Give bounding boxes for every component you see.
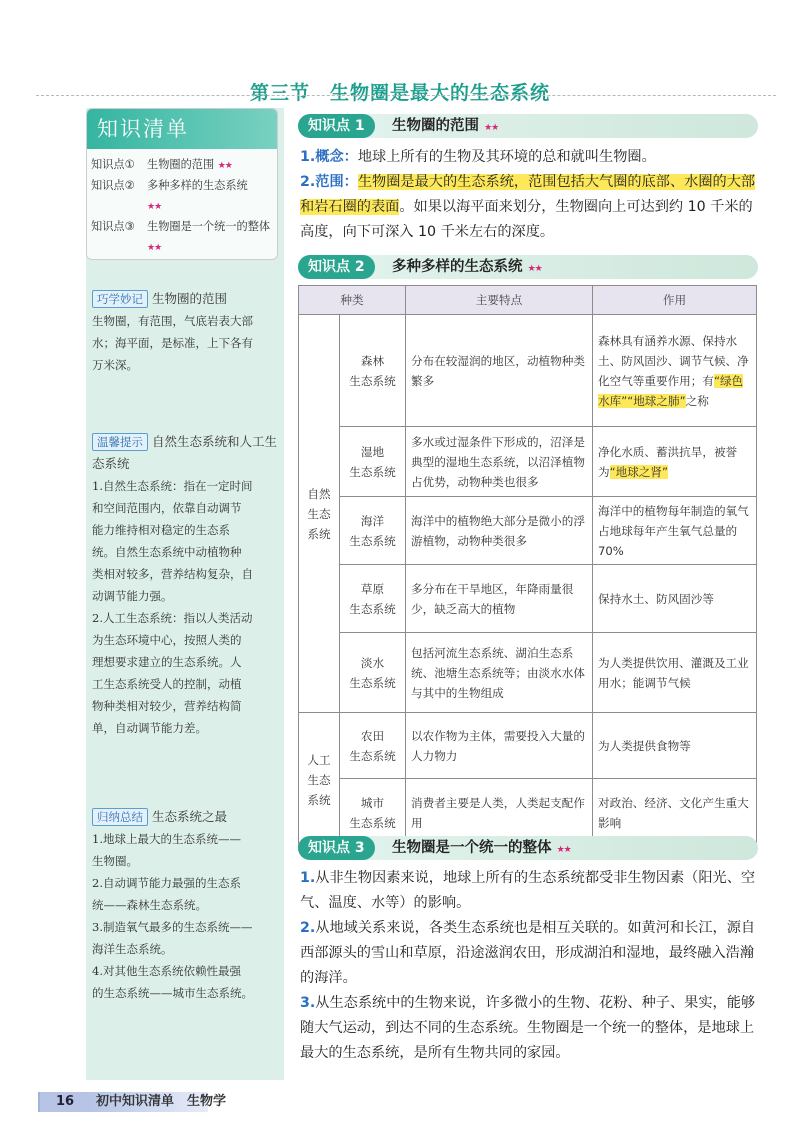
highlighted-text: 生物圈是最大的生态系统，范围包括大气圈的底部、水圈的 <box>357 174 727 190</box>
table-row <box>299 713 757 779</box>
role-cell: 为人类提供饮用、灌溉及工业用水；能调节气候 <box>593 633 757 713</box>
feature-cell: 消费者主要是人类，人类起支配作用 <box>406 779 593 847</box>
section-pill: 知识点 1 <box>298 114 375 138</box>
paragraph-number: 2.范围： <box>300 174 358 190</box>
table-row <box>299 633 757 713</box>
tip-title: 自然生态系统和人工生态系统 <box>92 434 278 471</box>
section-pill: 知识点 3 <box>298 836 375 860</box>
highlighted-text: “地球之肾” <box>609 464 668 479</box>
knowledge-list <box>87 149 277 258</box>
highlighted-text: 大部和岩石圈的表面 <box>300 174 756 215</box>
table-row <box>299 497 757 565</box>
tip-line: 和空间范围内，依靠自动调节 <box>92 501 242 515</box>
page-number: 16 <box>40 1092 90 1112</box>
star-rating: ★★ <box>484 123 499 133</box>
feature-cell: 包括河流生态系统、湖泊生态系统、池塘生态系统等；由淡水水体与其中的生物组成 <box>406 633 593 713</box>
tip-line: 单，自动调节能力差。 <box>92 721 207 735</box>
knowledge-list-item <box>91 176 271 217</box>
role-cell: 保持水土、防风固沙等 <box>593 565 757 633</box>
tip-title: 生物圈的范围 <box>152 291 228 306</box>
highlighted-text: “绿色水库”“地球之肺” <box>598 373 744 408</box>
star-rating: ★★ <box>556 845 571 855</box>
section3-content <box>300 866 760 1066</box>
type-cell: 湿地 生态系统 <box>340 427 406 497</box>
column-header: 种类 <box>299 286 406 315</box>
feature-cell: 分布在较湿润的地区，动植物种类繁多 <box>406 315 593 427</box>
tip-line: 能力维持相对稳定的生态系 <box>92 523 230 537</box>
tip-line: 2.人工生态系统：指以人类活动 <box>92 611 253 625</box>
role-cell: 为人类提供食物等 <box>593 713 757 779</box>
tip-line: 生物圈，有范围，气底岩表大部 <box>92 314 253 328</box>
knowledge-list-box <box>86 108 278 260</box>
paragraph-text: 从地域关系来说，各类生态系统也是相互关联的。如黄河和长江，源自西部源头的雪山和草原，沿途滋润农田，形成湖泊和湿地，最终融入浩瀚的海洋。 <box>300 920 756 986</box>
tip-line: 1.自然生态系统：指在一定时间 <box>92 479 253 493</box>
tip-reminder <box>92 431 278 739</box>
paragraph-number: 1. <box>300 870 316 886</box>
knowledge-point-text: 生物圈的范围 <box>147 158 215 171</box>
section-title <box>392 114 498 140</box>
tip-line: 2.自动调节能力最强的生态系 <box>92 876 241 890</box>
list-item <box>300 866 760 916</box>
star-rating: ★★ <box>147 243 162 253</box>
feature-cell: 以农作物为主体，需要投入大量的人力物力 <box>406 713 593 779</box>
paragraph-text: 。如果以海平面来划分，生物圈向上可达到约 10 千米的高度，向下可深入 10 千米左右的深度。 <box>300 199 753 240</box>
role-cell: 对政治、经济、文化产生重大影响 <box>593 779 757 847</box>
role-text: 净化水质、蓄洪抗旱，被誉为 <box>598 444 738 479</box>
role-text: 之称 <box>685 393 709 408</box>
tip-line: 类相对较多，营养结构复杂，自 <box>92 567 253 581</box>
tip-title: 生态系统之最 <box>152 809 228 824</box>
type-cell: 草原 生态系统 <box>340 565 406 633</box>
list-item <box>300 916 760 991</box>
section1-content <box>300 145 760 245</box>
table-header-row <box>299 286 757 315</box>
paragraph-number: 2. <box>300 920 316 936</box>
category-cell: 自然 生态 系统 <box>299 315 340 713</box>
tip-line: 3.制造氧气最多的生态系统—— <box>92 920 253 934</box>
role-text: 森林具有涵养水源、保持水土、防风固沙、调节气候、净化空气等重要作用；有 <box>598 333 749 388</box>
title-divider <box>36 95 776 96</box>
feature-cell: 多分布在干旱地区，年降雨量很少，缺乏高大的植物 <box>406 565 593 633</box>
book-title: 初中知识清单 生物学 <box>96 1094 227 1109</box>
tip-line: 的生态系统——城市生态系统。 <box>92 986 253 1000</box>
tip-tag: 归纳总结 <box>92 808 148 826</box>
tip-line: 万米深。 <box>92 358 138 372</box>
tip-line: 统——森林生态系统。 <box>92 898 207 912</box>
tip-memory-trick <box>92 288 278 376</box>
tip-line: 动调节能力强。 <box>92 589 173 603</box>
type-cell: 城市 生态系统 <box>340 779 406 847</box>
knowledge-point-text: 多种多样的生态系统 <box>147 179 248 192</box>
table-row <box>299 315 757 427</box>
ecosystem-table <box>298 285 757 847</box>
section-label: 多种多样的生态系统 <box>392 259 523 275</box>
knowledge-point-text: 生物圈是一个统一的整体 <box>147 220 271 233</box>
scope-paragraph <box>300 170 760 245</box>
list-item <box>300 991 760 1066</box>
tip-summary <box>92 806 278 1004</box>
knowledge-list-item <box>91 155 271 176</box>
star-rating: ★★ <box>217 161 232 171</box>
knowledge-list-heading: 知识清单 <box>87 109 277 149</box>
tip-line: 为生态环境中心，按照人类的 <box>92 633 242 647</box>
table-row <box>299 565 757 633</box>
knowledge-point-number: 知识点② <box>91 179 135 192</box>
role-cell <box>593 427 757 497</box>
tip-tag: 温馨提示 <box>92 433 148 451</box>
paragraph-text: 从生态系统中的生物来说，许多微小的生物、花粉、种子、果实，能够随大气运动，到达不同的生态系统。生物圈是一个统一的整体，是地球上最大的生态系统，是所有生物共同的家园。 <box>300 995 756 1061</box>
tip-line: 统。自然生态系统中动植物种 <box>92 545 242 559</box>
section-pill: 知识点 2 <box>298 255 375 279</box>
tip-line: 工生态系统受人的控制，动植 <box>92 677 242 691</box>
page-title: 第三节 生物圈是最大的生态系统 <box>249 82 550 104</box>
tip-line: 4.对其他生态系统依赖性最强 <box>92 964 241 978</box>
section-label: 生物圈是一个统一的整体 <box>392 840 552 856</box>
role-cell: 海洋中的植物每年制造的氧气占地球每年产生氧气总量的 70% <box>593 497 757 565</box>
section-title <box>392 255 542 281</box>
tip-tag: 巧学妙记 <box>92 290 148 308</box>
paragraph-text: 地球上所有的生物及其环境的总和就叫生物圈。 <box>357 149 656 165</box>
knowledge-point-number: 知识点③ <box>91 220 135 233</box>
column-header: 主要特点 <box>406 286 593 315</box>
knowledge-list-item <box>91 217 271 258</box>
tip-line: 物种类相对较少，营养结构简 <box>92 699 242 713</box>
tip-line: 1.地球上最大的生态系统—— <box>92 832 241 846</box>
column-header: 作用 <box>593 286 757 315</box>
tip-line: 理想要求建立的生态系统。人 <box>92 655 242 669</box>
table-row <box>299 427 757 497</box>
role-cell <box>593 315 757 427</box>
type-cell: 森林 生态系统 <box>340 315 406 427</box>
type-cell: 海洋 生态系统 <box>340 497 406 565</box>
star-rating: ★★ <box>527 264 542 274</box>
tip-line: 海洋生态系统。 <box>92 942 173 956</box>
tip-line: 生物圈。 <box>92 854 138 868</box>
paragraph-text: 从非生物因素来说，地球上所有的生态系统都受非生物因素（阳光、空气、温度、水等）的影响。 <box>300 870 756 911</box>
tip-line: 水；海平面，是标准，上下各有 <box>92 336 253 350</box>
paragraph-number: 1.概念： <box>300 149 358 165</box>
star-rating: ★★ <box>147 202 162 212</box>
category-cell: 人工 生态 系统 <box>299 713 340 847</box>
knowledge-point-number: 知识点① <box>91 158 135 171</box>
concept-paragraph <box>300 145 760 170</box>
section-title <box>392 836 571 862</box>
feature-cell: 多水或过湿条件下形成的，沼泽是典型的湿地生态系统，以沼泽植物占优势，动物种类也很多 <box>406 427 593 497</box>
type-cell: 淡水 生态系统 <box>340 633 406 713</box>
feature-cell: 海洋中的植物绝大部分是微小的浮游植物，动物种类很多 <box>406 497 593 565</box>
section-label: 生物圈的范围 <box>392 118 479 134</box>
paragraph-number: 3. <box>300 995 316 1011</box>
type-cell: 农田 生态系统 <box>340 713 406 779</box>
